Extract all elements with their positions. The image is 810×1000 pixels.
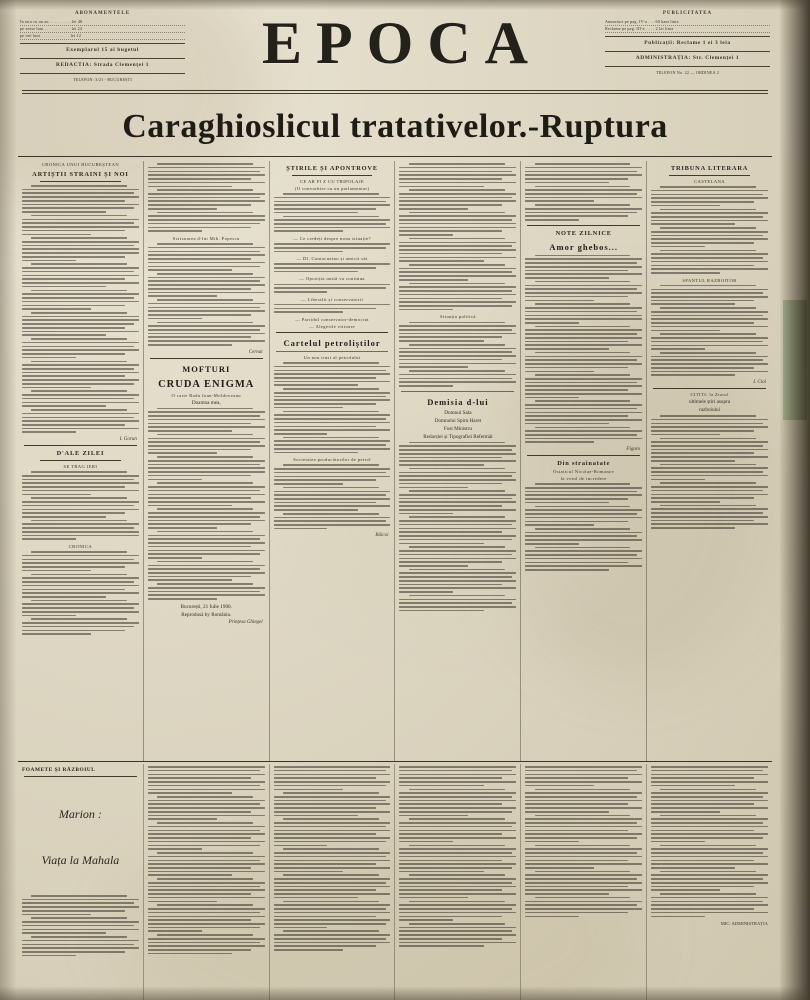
body-text <box>651 186 768 273</box>
body-text <box>274 766 391 951</box>
letter-dateline: București, 21 Iulie 1900. <box>180 603 232 610</box>
headline-cartelul-petrolistilor: Cartelul petroliștilor <box>283 337 381 348</box>
bullet-item: — Opoziția unită va continua <box>299 276 365 282</box>
masthead-redaction: REDACTIA: Strada Clemenței 1 <box>55 61 149 68</box>
divider <box>527 225 640 226</box>
headline-dale-zilei: D'ALE ZILEI <box>56 450 105 458</box>
feuilleton-column <box>18 764 144 1000</box>
subhead-carte: O carte Radu Ioan-Moldoveanu <box>171 392 241 398</box>
body-text <box>399 442 516 612</box>
subscription-line: In tara cu un an . . . . . . . . . lei 48 <box>20 19 185 26</box>
body-text <box>651 415 768 529</box>
promo-line-2: razboiului <box>699 406 721 413</box>
feuilleton-label: FOAMETE ȘI RĂZBOIUL <box>22 767 96 773</box>
letter-signer: Domnul Sala <box>444 409 472 416</box>
article-signature: Cernat <box>248 349 263 355</box>
body-text <box>274 464 391 529</box>
subhead-situatia-politica: Situația politică <box>440 314 476 320</box>
body-text <box>274 284 391 293</box>
masthead-administration: ADMINISTRAȚIA: Str. Clemenței 1 <box>635 54 740 61</box>
headline-demisia: Demisia d-lui <box>427 396 489 407</box>
body-text <box>22 471 139 540</box>
subhead-vot-incredere: la votul de incredere <box>560 476 607 482</box>
masthead-issue-note: Exemplarul 15 ai bugetul <box>66 47 139 54</box>
publicity-title: PUBLICITATEA <box>662 11 713 16</box>
divider <box>150 358 263 359</box>
masthead-publicity <box>605 10 770 76</box>
column-5 <box>521 161 647 761</box>
letter-addressee: Domnului Spiru Haret <box>434 417 482 424</box>
letter-note: Redacției și Tipografiei Refermăt <box>423 433 493 440</box>
body-text <box>651 766 768 917</box>
divider <box>20 43 185 44</box>
body-text <box>525 163 642 221</box>
subhead-castelana: CASTELANA <box>694 179 726 184</box>
administration-signature: MIC. ADMINISTRAȚIA <box>720 921 768 927</box>
body-text <box>274 243 391 252</box>
feuilleton-text-column-4 <box>395 764 521 1000</box>
page-bottom-edge <box>0 986 810 1000</box>
subscriptions-title: ABONAMENTELE <box>74 11 131 16</box>
divider <box>605 51 770 52</box>
masthead <box>14 6 776 88</box>
body-text <box>399 163 516 310</box>
body-text <box>22 895 139 956</box>
letter-salutation: Doamna mea, <box>191 399 221 406</box>
headline-din-strainatate: Din strainatate <box>557 460 611 468</box>
divider <box>20 73 185 74</box>
letter-source: Reprodusă by România. <box>181 611 232 618</box>
body-text <box>148 766 265 954</box>
headline-amor-ghebos: Amor ghebos... <box>549 241 619 252</box>
feuilleton-section <box>14 762 776 1000</box>
feuilleton-text-column-5 <box>521 764 647 1000</box>
divider <box>605 36 770 37</box>
bullet-item: — Dl. Cantacuzino și amicii săi <box>296 256 368 262</box>
subhead-se-trag-ieri: SE TRAG IERI <box>63 464 98 470</box>
page-left-edge <box>0 0 16 1000</box>
bullet-item: — Ce credeți despre noua situație? <box>293 236 371 242</box>
subhead-societatea-producatorilor: Societatea producătorilor de petrol <box>293 457 371 463</box>
body-text <box>525 766 642 917</box>
masthead-divider <box>22 90 768 91</box>
divider <box>276 332 389 333</box>
divider <box>653 388 766 389</box>
column-6 <box>647 161 772 761</box>
divider <box>605 66 770 67</box>
headline-artisti-straini: ARTIȘTII STRAINI ȘI NOI <box>32 171 129 178</box>
headline-stirile: ȘTIRILE ȘI APONTROVE <box>286 165 378 172</box>
letter-addressee-title: Fost Ministru <box>443 425 472 432</box>
publicity-line: Anunciuri pe pag. IV-a . . . 60 bani linia <box>605 19 770 26</box>
article-signature: Băicoi <box>375 533 389 539</box>
feuilleton-title-line-2: Viața la Mahala <box>41 853 120 867</box>
subhead-tripolaje: CE AR FI Z CU TRIPOLAJE <box>300 179 365 184</box>
body-text <box>274 304 391 313</box>
promo-line-1: ultimele știri asupra <box>688 398 731 405</box>
page-sheet <box>14 6 776 992</box>
body-text <box>525 483 642 570</box>
page-right-edge <box>780 0 810 1000</box>
nameplate <box>185 10 605 74</box>
article-signature: Prințesa Ghiegel <box>228 619 263 625</box>
feuilleton-text-column-3 <box>270 764 396 1000</box>
main-headline: Caraghioslicul tratativelor.-Ruptura <box>122 108 668 145</box>
column-3 <box>270 161 396 761</box>
article-columns <box>14 157 776 761</box>
masthead-phone: TELEFON: 3/21 - BUCUREȘTI <box>73 76 132 82</box>
headline-tribuna-literara: TRIBUNA LITERARA <box>670 165 749 172</box>
divider <box>292 175 373 176</box>
body-text <box>148 243 265 345</box>
kicker-cronica: CRONICA UNUI BUCUREȘTEAN <box>41 162 120 167</box>
subscription-line: pe trei luni . . . . . . . . . . . . lei 12 <box>20 33 185 40</box>
subhead-cronica: CRONICA <box>68 544 93 550</box>
masthead-subscriptions <box>20 10 185 83</box>
body-text <box>399 766 516 947</box>
body-text <box>274 193 391 232</box>
feuilleton-text-column-2 <box>144 764 270 1000</box>
headline-mofturi: MOFTURI <box>182 363 231 374</box>
body-text <box>22 185 139 433</box>
subhead-scrisoarea: Scrisoarea d-lui Mih. Popescu <box>172 235 240 241</box>
divider <box>20 58 185 59</box>
subscription-line: pe sease luni . . . . . . . . . . . lei 24 <box>20 26 185 33</box>
divider <box>401 391 514 392</box>
bullet-item: — Liberalii și conservatorii <box>301 296 364 302</box>
divider <box>527 455 640 456</box>
newspaper-title: EPOCA <box>262 10 542 76</box>
article-signature: I. Ciol <box>753 379 766 385</box>
divider <box>24 445 137 446</box>
headline-cruda-enigma: CRUDA ENIGMA <box>158 378 255 390</box>
headline-note-zilnice: NOTE ZILNICE <box>555 229 612 237</box>
body-text <box>274 362 391 453</box>
feuilleton-title-line-1: Marion : <box>58 807 102 821</box>
promo-cititi: CITITI: la Ziarul <box>690 391 729 397</box>
divider <box>40 460 121 461</box>
bullet-item: — Partidul conservator-democrat <box>295 316 369 322</box>
subhead-trust-petrol: Un nou trust al petrolului <box>303 354 361 360</box>
body-text <box>148 408 265 600</box>
masthead-phone-admin: TELEFON No. 22 — ORDINEA 2 <box>656 69 719 75</box>
subhead-ostaticul: Ostaticul Nicolae-Romanov <box>553 469 615 475</box>
divider <box>24 776 137 777</box>
body-text <box>22 551 139 635</box>
article-signature: I. Gorun <box>119 437 137 443</box>
body-text <box>148 163 265 232</box>
publicity-line: Reclame pe pag. III-a . . . . 2 lei linia <box>605 26 770 33</box>
body-text <box>651 285 768 376</box>
column-2 <box>144 161 270 761</box>
column-4 <box>395 161 521 761</box>
divider <box>40 181 121 182</box>
body-text <box>399 322 516 387</box>
publicity-note: Publicații: Reclame 1 ei 3 leia <box>644 40 731 47</box>
subhead-convorbire: (O convorbire cu un parlamentar) <box>294 186 370 191</box>
bullet-item: — Alegerile viitoare <box>309 323 355 329</box>
article-signature: Figaro <box>626 447 641 453</box>
body-text <box>274 263 391 272</box>
headline-sfantul-razboitor: SFANTUL RAZBOITOR <box>682 277 737 283</box>
body-text <box>525 255 642 443</box>
feuilleton-text-column-6 <box>647 764 772 1000</box>
column-1 <box>18 161 144 761</box>
page-top-edge <box>0 0 810 10</box>
divider <box>669 175 750 176</box>
divider <box>276 351 389 352</box>
